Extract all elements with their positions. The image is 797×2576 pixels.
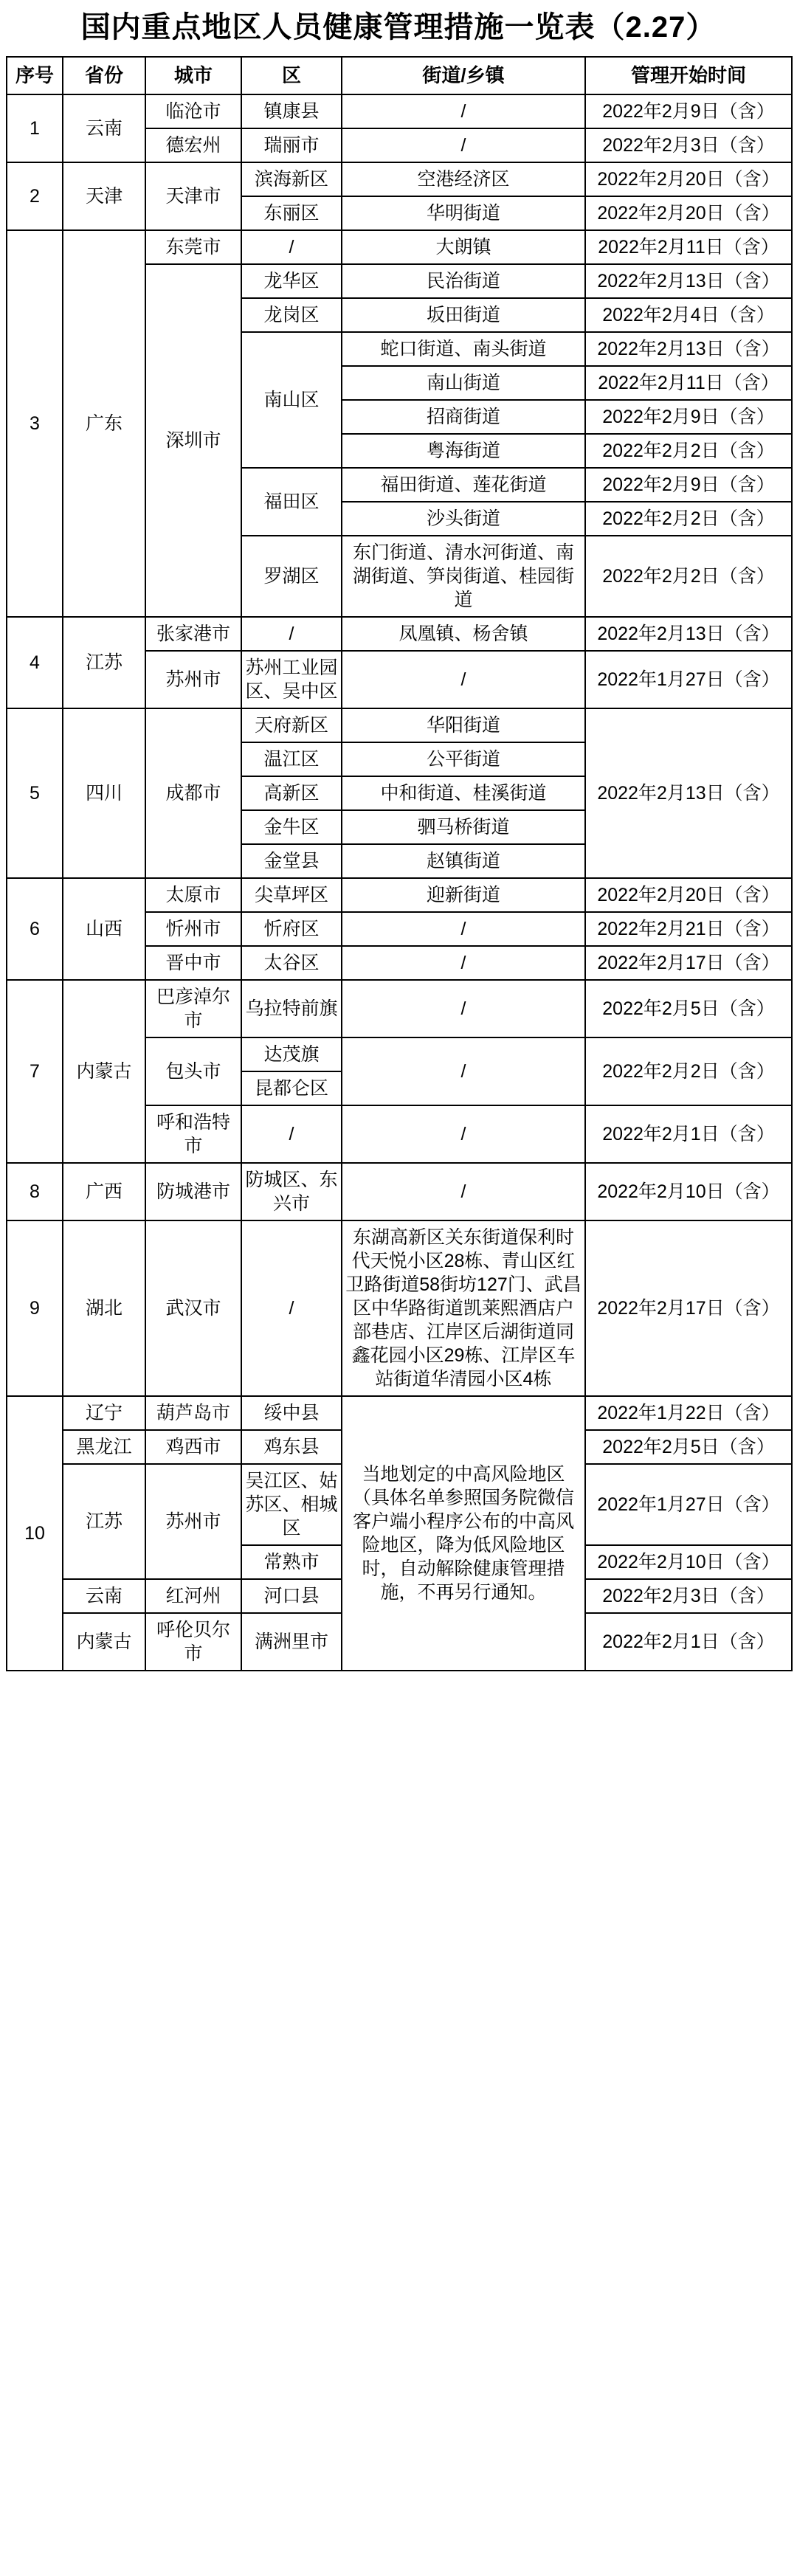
page-title: 国内重点地区人员健康管理措施一览表（2.27） bbox=[80, 11, 717, 44]
cell-district: 南山区 bbox=[241, 332, 342, 468]
cell-city: 葫芦岛市 bbox=[145, 1396, 241, 1430]
cell-district: 昆都仑区 bbox=[241, 1071, 342, 1105]
cell-street: / bbox=[342, 1037, 585, 1105]
cell-street: 坂田街道 bbox=[342, 298, 585, 332]
cell-province: 江苏 bbox=[63, 1464, 145, 1579]
cell-date: 2022年2月5日（含） bbox=[585, 980, 792, 1037]
cell-district: 温江区 bbox=[241, 742, 342, 776]
cell-no: 10 bbox=[7, 1396, 63, 1671]
table-header-row bbox=[7, 57, 792, 94]
cell-street: 民治街道 bbox=[342, 264, 585, 298]
cell-date: 2022年2月21日（含） bbox=[585, 912, 792, 946]
cell-no: 9 bbox=[7, 1220, 63, 1396]
cell-city: 武汉市 bbox=[145, 1220, 241, 1396]
cell-district: 罗湖区 bbox=[241, 536, 342, 617]
cell-city: 防城港市 bbox=[145, 1163, 241, 1220]
cell-district: 福田区 bbox=[241, 468, 342, 536]
table-row bbox=[7, 617, 792, 651]
cell-district: 鸡东县 bbox=[241, 1430, 342, 1464]
cell-district: 金牛区 bbox=[241, 810, 342, 844]
table-row bbox=[7, 1220, 792, 1396]
cell-city: 德宏州 bbox=[145, 128, 241, 162]
cell-street: 南山街道 bbox=[342, 366, 585, 400]
cell-street: 东湖高新区关东街道保利时代天悦小区28栋、青山区红卫路街道58街坊127门、武昌区中华路街道凯莱熙酒店户部巷店、江岸区后湖街道同鑫花园小区29栋、江岸区车站街道华清园小区4栋 bbox=[342, 1220, 585, 1396]
cell-city: 临沧市 bbox=[145, 94, 241, 128]
cell-street: / bbox=[342, 1105, 585, 1163]
cell-date: 2022年2月9日（含） bbox=[585, 94, 792, 128]
table-row bbox=[7, 230, 792, 264]
cell-district: 达茂旗 bbox=[241, 1037, 342, 1071]
cell-street: 空港经济区 bbox=[342, 162, 585, 196]
cell-province: 云南 bbox=[63, 94, 145, 162]
cell-street: 粤海街道 bbox=[342, 434, 585, 468]
cell-date: 2022年2月20日（含） bbox=[585, 196, 792, 230]
cell-date: 2022年2月13日（含） bbox=[585, 264, 792, 298]
cell-district: / bbox=[241, 617, 342, 651]
cell-no: 8 bbox=[7, 1163, 63, 1220]
cell-street: 华阳街道 bbox=[342, 708, 585, 742]
cell-date: 2022年2月10日（含） bbox=[585, 1545, 792, 1579]
cell-district: 乌拉特前旗 bbox=[241, 980, 342, 1037]
cell-province: 天津 bbox=[63, 162, 145, 230]
cell-date: 2022年2月11日（含） bbox=[585, 230, 792, 264]
cell-city: 东莞市 bbox=[145, 230, 241, 264]
cell-city: 呼和浩特市 bbox=[145, 1105, 241, 1163]
cell-district: 河口县 bbox=[241, 1579, 342, 1613]
cell-street: 招商街道 bbox=[342, 400, 585, 434]
cell-date: 2022年2月17日（含） bbox=[585, 1220, 792, 1396]
cell-date: 2022年2月9日（含） bbox=[585, 400, 792, 434]
cell-district: / bbox=[241, 230, 342, 264]
cell-street: / bbox=[342, 912, 585, 946]
cell-city: 天津市 bbox=[145, 162, 241, 230]
cell-city: 包头市 bbox=[145, 1037, 241, 1105]
cell-date: 2022年2月13日（含） bbox=[585, 617, 792, 651]
cell-street: 迎新街道 bbox=[342, 878, 585, 912]
cell-date: 2022年2月9日（含） bbox=[585, 468, 792, 502]
cell-date: 2022年1月27日（含） bbox=[585, 651, 792, 708]
cell-district: 龙岗区 bbox=[241, 298, 342, 332]
cell-date: 2022年2月2日（含） bbox=[585, 536, 792, 617]
cell-district: 常熟市 bbox=[241, 1545, 342, 1579]
cell-street: / bbox=[342, 946, 585, 980]
cell-date: 2022年2月4日（含） bbox=[585, 298, 792, 332]
cell-date: 2022年2月2日（含） bbox=[585, 502, 792, 536]
cell-no: 4 bbox=[7, 617, 63, 708]
cell-street: 公平街道 bbox=[342, 742, 585, 776]
cell-district: 金堂县 bbox=[241, 844, 342, 878]
cell-district: 满洲里市 bbox=[241, 1613, 342, 1671]
cell-street: / bbox=[342, 651, 585, 708]
cell-no: 6 bbox=[7, 878, 63, 980]
cell-province: 湖北 bbox=[63, 1220, 145, 1396]
cell-street: 沙头街道 bbox=[342, 502, 585, 536]
cell-district: 忻府区 bbox=[241, 912, 342, 946]
cell-city: 张家港市 bbox=[145, 617, 241, 651]
cell-date: 2022年2月3日（含） bbox=[585, 128, 792, 162]
cell-date: 2022年2月2日（含） bbox=[585, 434, 792, 468]
cell-date: 2022年2月20日（含） bbox=[585, 878, 792, 912]
cell-district: 滨海新区 bbox=[241, 162, 342, 196]
cell-street: / bbox=[342, 980, 585, 1037]
cell-street: 大朗镇 bbox=[342, 230, 585, 264]
cell-district: 太谷区 bbox=[241, 946, 342, 980]
cell-date: 2022年1月22日（含） bbox=[585, 1396, 792, 1430]
cell-date: 2022年2月11日（含） bbox=[585, 366, 792, 400]
cell-date: 2022年2月17日（含） bbox=[585, 946, 792, 980]
cell-date: 2022年2月1日（含） bbox=[585, 1613, 792, 1671]
cell-street-note: 当地划定的中高风险地区（具体名单参照国务院微信客户端小程序公布的中高风险地区，降为低风险地区时，自动解除健康管理措施，不再另行通知。 bbox=[342, 1396, 585, 1671]
table-row bbox=[7, 980, 792, 1037]
cell-city: 呼伦贝尔市 bbox=[145, 1613, 241, 1671]
cell-province: 云南 bbox=[63, 1579, 145, 1613]
cell-street: 赵镇街道 bbox=[342, 844, 585, 878]
cell-no: 2 bbox=[7, 162, 63, 230]
table-row bbox=[7, 708, 792, 742]
cell-city: 苏州市 bbox=[145, 651, 241, 708]
col-header-district: 区 bbox=[241, 57, 342, 94]
cell-date: 2022年2月1日（含） bbox=[585, 1105, 792, 1163]
cell-date: 2022年2月2日（含） bbox=[585, 1037, 792, 1105]
cell-province: 山西 bbox=[63, 878, 145, 980]
cell-street: / bbox=[342, 1163, 585, 1220]
cell-city: 忻州市 bbox=[145, 912, 241, 946]
table-row bbox=[7, 1163, 792, 1220]
cell-no: 7 bbox=[7, 980, 63, 1163]
cell-city: 成都市 bbox=[145, 708, 241, 878]
cell-street: 福田街道、莲花街道 bbox=[342, 468, 585, 502]
cell-city: 苏州市 bbox=[145, 1464, 241, 1579]
col-header-date: 管理开始时间 bbox=[585, 57, 792, 94]
table-row bbox=[7, 162, 792, 196]
cell-city: 红河州 bbox=[145, 1579, 241, 1613]
cell-province: 江苏 bbox=[63, 617, 145, 708]
cell-city: 鸡西市 bbox=[145, 1430, 241, 1464]
cell-no: 1 bbox=[7, 94, 63, 162]
cell-district: 吴江区、姑苏区、相城区 bbox=[241, 1464, 342, 1545]
health-management-table bbox=[6, 56, 793, 1671]
cell-district: 高新区 bbox=[241, 776, 342, 810]
cell-date: 2022年2月10日（含） bbox=[585, 1163, 792, 1220]
col-header-street: 街道/乡镇 bbox=[342, 57, 585, 94]
cell-district: 天府新区 bbox=[241, 708, 342, 742]
cell-province: 广东 bbox=[63, 230, 145, 617]
cell-district: 防城区、东兴市 bbox=[241, 1163, 342, 1220]
cell-street: / bbox=[342, 94, 585, 128]
cell-province: 辽宁 bbox=[63, 1396, 145, 1430]
table-row bbox=[7, 94, 792, 128]
cell-district: 苏州工业园区、吴中区 bbox=[241, 651, 342, 708]
col-header-province: 省份 bbox=[63, 57, 145, 94]
table-row bbox=[7, 878, 792, 912]
col-header-city: 城市 bbox=[145, 57, 241, 94]
cell-date: 2022年2月3日（含） bbox=[585, 1579, 792, 1613]
cell-date: 2022年2月20日（含） bbox=[585, 162, 792, 196]
cell-city: 巴彦淖尔市 bbox=[145, 980, 241, 1037]
cell-street: 蛇口街道、南头街道 bbox=[342, 332, 585, 366]
cell-street: 东门街道、清水河街道、南湖街道、笋岗街道、桂园街道 bbox=[342, 536, 585, 617]
cell-street: 中和街道、桂溪街道 bbox=[342, 776, 585, 810]
cell-district: / bbox=[241, 1105, 342, 1163]
cell-street: 驷马桥街道 bbox=[342, 810, 585, 844]
cell-city: 太原市 bbox=[145, 878, 241, 912]
cell-city: 深圳市 bbox=[145, 264, 241, 617]
cell-date: 2022年2月13日（含） bbox=[585, 332, 792, 366]
cell-province: 四川 bbox=[63, 708, 145, 878]
cell-district: / bbox=[241, 1220, 342, 1396]
cell-province: 内蒙古 bbox=[63, 1613, 145, 1671]
cell-street: / bbox=[342, 128, 585, 162]
cell-district: 瑞丽市 bbox=[241, 128, 342, 162]
cell-district: 东丽区 bbox=[241, 196, 342, 230]
cell-no: 3 bbox=[7, 230, 63, 617]
cell-no: 5 bbox=[7, 708, 63, 878]
cell-street: 华明街道 bbox=[342, 196, 585, 230]
cell-district: 绥中县 bbox=[241, 1396, 342, 1430]
col-header-no: 序号 bbox=[7, 57, 63, 94]
cell-province: 黑龙江 bbox=[63, 1430, 145, 1464]
cell-street: 凤凰镇、杨舍镇 bbox=[342, 617, 585, 651]
cell-date: 2022年2月13日（含） bbox=[585, 708, 792, 878]
cell-province: 广西 bbox=[63, 1163, 145, 1220]
table-row bbox=[7, 1396, 792, 1430]
cell-district: 龙华区 bbox=[241, 264, 342, 298]
cell-city: 晋中市 bbox=[145, 946, 241, 980]
cell-district: 镇康县 bbox=[241, 94, 342, 128]
cell-province: 内蒙古 bbox=[63, 980, 145, 1163]
cell-district: 尖草坪区 bbox=[241, 878, 342, 912]
cell-date: 2022年1月27日（含） bbox=[585, 1464, 792, 1545]
cell-date: 2022年2月5日（含） bbox=[585, 1430, 792, 1464]
